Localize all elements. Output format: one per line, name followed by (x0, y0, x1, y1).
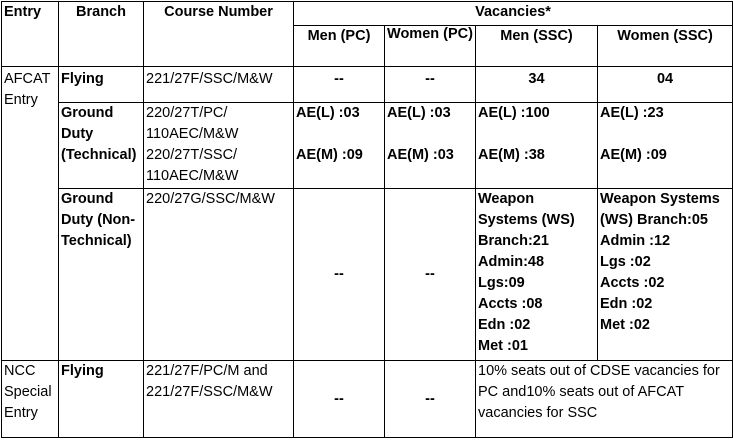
header-men-ssc: Men (SSC) (476, 26, 598, 67)
entry-ncc: NCC Special Entry (2, 361, 59, 438)
table-row (2, 67, 733, 103)
header-entry: Entry (2, 2, 59, 67)
flying-men-pc: -- (294, 67, 385, 103)
entry-afcat: AFCAT Entry (2, 67, 59, 361)
ground-nontech-men-ssc (476, 189, 598, 361)
women-ssc-accts: Accts :02 (600, 275, 665, 291)
women-ssc-met: Met :02 (600, 317, 650, 333)
women-ssc-edn: Edn :02 (600, 296, 653, 312)
men-ssc-admin: Admin:48 (478, 254, 545, 270)
ground-tech-women-ssc (598, 103, 733, 189)
vacancies-table (1, 1, 733, 438)
branch-ncc-flying: Flying (59, 361, 144, 438)
ground-tech-men-ssc (476, 103, 598, 189)
flying-women-pc: -- (385, 67, 476, 103)
ncc-women-pc: -- (385, 361, 476, 438)
flying-men-ssc: 34 (476, 67, 598, 103)
branch-ground-nontech: Ground Duty (Non-Technical) (59, 189, 144, 361)
header-branch: Branch (59, 2, 144, 67)
course-ground-nontech: 220/27G/SSC/M&W (144, 189, 294, 361)
women-ssc-admin: Admin :12 (600, 233, 671, 249)
men-ssc-met: Met :01 (478, 338, 528, 354)
ground-tech-men-ssc-ael: AE(L) :100 (478, 105, 550, 121)
header-course-number: Course Number (144, 2, 294, 67)
women-ssc-lgs: Lgs :02 (600, 254, 651, 270)
men-ssc-accts: Accts :08 (478, 296, 543, 312)
course-ground-tech: 220/27T/PC/ 110AEC/M&W 220/27T/SSC/ 110AEC/M&W (144, 103, 294, 189)
header-men-pc: Men (PC) (294, 26, 385, 67)
table-row (2, 189, 733, 361)
ground-nontech-women-ssc (598, 189, 733, 361)
ground-nontech-women-pc: -- (385, 189, 476, 361)
ground-tech-men-pc-aem: AE(M) :09 (296, 147, 363, 163)
course-ncc: 221/27F/PC/M and 221/27F/SSC/M&W (144, 361, 294, 438)
women-ssc-ws: Weapon Systems (WS) Branch:05 (600, 191, 720, 228)
men-ssc-edn: Edn :02 (478, 317, 531, 333)
men-ssc-lgs: Lgs:09 (478, 275, 525, 291)
ground-tech-men-pc (294, 103, 385, 189)
ground-tech-women-pc-ael: AE(L) :03 (387, 105, 451, 121)
ground-tech-men-ssc-aem: AE(M) :38 (478, 147, 545, 163)
header-vacancies: Vacancies* (294, 2, 733, 26)
ncc-ssc-note: 10% seats out of CDSE vacancies for PC and10% seats out of AFCAT vacancies for SSC (476, 361, 733, 438)
men-ssc-ws: Weapon Systems (WS) Branch:21 (478, 191, 575, 249)
branch-flying: Flying (59, 67, 144, 103)
ground-tech-women-pc-aem: AE(M) :03 (387, 147, 454, 163)
ground-tech-women-ssc-aem: AE(M) :09 (600, 147, 667, 163)
table-row (2, 361, 733, 438)
ground-tech-women-ssc-ael: AE(L) :23 (600, 105, 664, 121)
header-women-ssc: Women (SSC) (598, 26, 733, 67)
flying-women-ssc: 04 (598, 67, 733, 103)
ground-tech-women-pc (385, 103, 476, 189)
ground-nontech-men-pc: -- (294, 189, 385, 361)
branch-ground-tech: Ground Duty (Technical) (59, 103, 144, 189)
ground-tech-men-pc-ael: AE(L) :03 (296, 105, 360, 121)
table-row (2, 103, 733, 189)
header-women-pc: Women (PC) (385, 26, 476, 67)
course-flying: 221/27F/SSC/M&W (144, 67, 294, 103)
ncc-men-pc: -- (294, 361, 385, 438)
